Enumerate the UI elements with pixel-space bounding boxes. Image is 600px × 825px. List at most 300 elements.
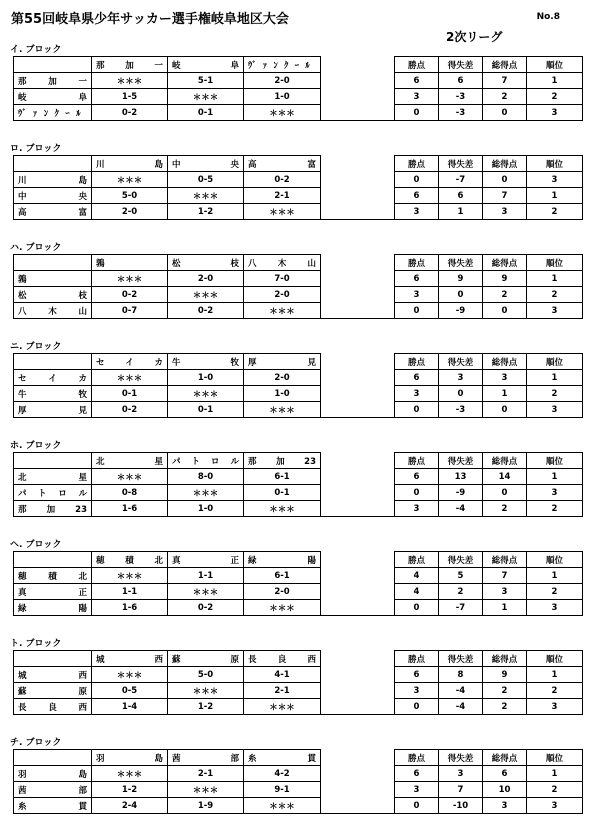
stat-header: 総得点: [483, 156, 527, 172]
match-result: ＊＊＊: [92, 469, 168, 485]
match-result: ＊＊＊: [168, 287, 244, 303]
header-team: 川島: [92, 156, 168, 172]
column-gap: [321, 552, 395, 568]
stat-header: 勝点: [395, 57, 439, 73]
stat-header: 順位: [527, 255, 583, 271]
page-number: No.8: [536, 12, 560, 22]
header-team: パトロル: [168, 453, 244, 469]
column-gap: [321, 73, 395, 89]
match-result: 1-0: [168, 370, 244, 386]
stat-value: 4: [395, 584, 439, 600]
stat-value: 6: [395, 370, 439, 386]
header-team: 高富: [244, 156, 321, 172]
column-gap: [321, 485, 395, 501]
column-gap: [321, 750, 395, 766]
row-team-name: 真正: [14, 584, 92, 600]
stat-value: 1: [527, 469, 583, 485]
match-result: 1-5: [92, 89, 168, 105]
stat-header: 総得点: [483, 750, 527, 766]
match-result: 0-7: [92, 303, 168, 319]
stat-value: 3: [395, 683, 439, 699]
column-gap: [321, 57, 395, 73]
block-name: ホ. ブロック: [10, 441, 62, 451]
header-team: 長良西: [244, 651, 321, 667]
row-team-name: 那加一: [14, 73, 92, 89]
match-result: ＊＊＊: [244, 699, 321, 715]
stat-value: 2: [527, 89, 583, 105]
match-result: 1-6: [92, 600, 168, 616]
stat-header: 総得点: [483, 651, 527, 667]
row-team-name: 糸貫: [14, 798, 92, 814]
stat-header: 総得点: [483, 255, 527, 271]
match-result: 5-0: [168, 667, 244, 683]
header-team: 鶉: [92, 255, 168, 271]
stat-value: 1: [527, 188, 583, 204]
stat-value: 6: [395, 469, 439, 485]
stat-value: 8: [439, 667, 483, 683]
stat-value: 5: [439, 568, 483, 584]
match-result: 5-1: [168, 73, 244, 89]
match-result: 0-1: [92, 386, 168, 402]
column-gap: [321, 402, 395, 418]
match-result: 2-0: [244, 584, 321, 600]
stat-value: 2: [527, 386, 583, 402]
match-result: 1-0: [244, 89, 321, 105]
row-team-name: ｳﾞｧﾝｸｰﾙ: [14, 105, 92, 121]
stat-value: 3: [395, 89, 439, 105]
match-result: 1-1: [92, 584, 168, 600]
table-row: [14, 699, 583, 715]
stat-value: 4: [395, 568, 439, 584]
stat-value: 2: [439, 584, 483, 600]
stat-value: 3: [395, 501, 439, 517]
stat-header: 勝点: [395, 651, 439, 667]
row-team-name: 蘇原: [14, 683, 92, 699]
table-row: [14, 73, 583, 89]
match-result: 0-2: [92, 287, 168, 303]
stat-value: 2: [483, 287, 527, 303]
header-team: 穂積北: [92, 552, 168, 568]
stat-value: -4: [439, 501, 483, 517]
stat-value: 3: [527, 600, 583, 616]
stat-header: 総得点: [483, 57, 527, 73]
header-team: 牛牧: [168, 354, 244, 370]
stat-value: 0: [395, 798, 439, 814]
header-row: [14, 453, 583, 469]
match-result: 0-2: [244, 172, 321, 188]
table-row: [14, 287, 583, 303]
stat-value: 3: [483, 370, 527, 386]
stat-value: 0: [439, 386, 483, 402]
stat-value: 3: [527, 699, 583, 715]
header-team: 羽島: [92, 750, 168, 766]
stat-value: 6: [483, 766, 527, 782]
block-name: イ. ブロック: [10, 45, 62, 55]
table-row: [14, 584, 583, 600]
column-gap: [321, 188, 395, 204]
header-team: 緑陽: [244, 552, 321, 568]
match-result: 2-1: [244, 683, 321, 699]
row-team-name: 高富: [14, 204, 92, 220]
column-gap: [321, 782, 395, 798]
stat-header: 勝点: [395, 552, 439, 568]
column-gap: [321, 453, 395, 469]
stat-value: 2: [483, 89, 527, 105]
standings-table: [13, 452, 583, 517]
stat-value: 6: [439, 73, 483, 89]
stat-value: 0: [395, 172, 439, 188]
column-gap: [321, 683, 395, 699]
match-result: 4-2: [244, 766, 321, 782]
stat-header: 勝点: [395, 453, 439, 469]
row-team-name: 松枝: [14, 287, 92, 303]
column-gap: [321, 584, 395, 600]
table-row: [14, 600, 583, 616]
stat-header: 得失差: [439, 453, 483, 469]
match-result: 1-0: [168, 501, 244, 517]
row-team-name: 岐阜: [14, 89, 92, 105]
column-gap: [321, 600, 395, 616]
row-team-name: 那加23: [14, 501, 92, 517]
table-row: [14, 386, 583, 402]
table-row: [14, 667, 583, 683]
block-name: チ. ブロック: [10, 738, 62, 748]
stat-value: 2: [483, 683, 527, 699]
stat-value: 6: [439, 188, 483, 204]
stat-value: 14: [483, 469, 527, 485]
stat-value: 2: [527, 204, 583, 220]
row-team-name: 羽島: [14, 766, 92, 782]
match-result: ＊＊＊: [244, 798, 321, 814]
header-corner: [14, 552, 92, 568]
stat-header: 得失差: [439, 354, 483, 370]
stat-value: 3: [439, 766, 483, 782]
match-result: ＊＊＊: [168, 584, 244, 600]
match-result: ＊＊＊: [92, 73, 168, 89]
header-team: 糸貫: [244, 750, 321, 766]
table-row: [14, 271, 583, 287]
match-result: 1-2: [92, 782, 168, 798]
stat-value: 9: [483, 667, 527, 683]
standings-table: [13, 353, 583, 418]
stat-value: 3: [439, 370, 483, 386]
match-result: 6-1: [244, 568, 321, 584]
stat-value: 1: [439, 204, 483, 220]
column-gap: [321, 89, 395, 105]
match-result: ＊＊＊: [168, 89, 244, 105]
match-result: 2-0: [92, 204, 168, 220]
match-result: 1-4: [92, 699, 168, 715]
header-row: [14, 255, 583, 271]
stat-value: 3: [483, 584, 527, 600]
match-result: 1-2: [168, 699, 244, 715]
header-row: [14, 156, 583, 172]
row-team-name: 厚見: [14, 402, 92, 418]
row-team-name: 穂積北: [14, 568, 92, 584]
row-team-name: 緑陽: [14, 600, 92, 616]
stat-value: 0: [395, 105, 439, 121]
match-result: 2-1: [168, 766, 244, 782]
header-corner: [14, 651, 92, 667]
standings-table: [13, 749, 583, 814]
stat-value: 7: [483, 568, 527, 584]
table-row: [14, 188, 583, 204]
stat-value: 1: [527, 766, 583, 782]
match-result: 0-2: [168, 303, 244, 319]
table-row: [14, 402, 583, 418]
stat-value: 6: [395, 766, 439, 782]
table-row: [14, 172, 583, 188]
column-gap: [321, 699, 395, 715]
stat-value: 2: [527, 584, 583, 600]
header-corner: [14, 453, 92, 469]
column-gap: [321, 204, 395, 220]
stat-value: 10: [483, 782, 527, 798]
header-team: 松枝: [168, 255, 244, 271]
stat-header: 勝点: [395, 750, 439, 766]
stat-value: 0: [483, 402, 527, 418]
standings-table: [13, 56, 583, 121]
row-team-name: セイカ: [14, 370, 92, 386]
match-result: 2-0: [244, 287, 321, 303]
match-result: 0-2: [92, 105, 168, 121]
table-row: [14, 105, 583, 121]
stat-value: 1: [527, 370, 583, 386]
stat-value: 9: [439, 271, 483, 287]
stat-value: 0: [395, 600, 439, 616]
match-result: ＊＊＊: [244, 303, 321, 319]
block-name: ロ. ブロック: [10, 144, 62, 154]
stat-value: 6: [395, 271, 439, 287]
table-row: [14, 798, 583, 814]
stat-value: -4: [439, 683, 483, 699]
match-result: 9-1: [244, 782, 321, 798]
header-row: [14, 57, 583, 73]
stat-value: 2: [483, 501, 527, 517]
stat-value: 0: [483, 105, 527, 121]
stat-value: -9: [439, 485, 483, 501]
match-result: ＊＊＊: [92, 667, 168, 683]
column-gap: [321, 370, 395, 386]
header-team: セイカ: [92, 354, 168, 370]
stat-header: 得失差: [439, 255, 483, 271]
stat-value: 3: [527, 303, 583, 319]
match-result: 1-0: [244, 386, 321, 402]
column-gap: [321, 651, 395, 667]
row-team-name: 中央: [14, 188, 92, 204]
header-team: 岐阜: [168, 57, 244, 73]
column-gap: [321, 798, 395, 814]
table-row: [14, 303, 583, 319]
header-corner: [14, 354, 92, 370]
stat-value: 0: [395, 699, 439, 715]
stat-value: 0: [483, 303, 527, 319]
match-result: ＊＊＊: [92, 568, 168, 584]
stat-header: 順位: [527, 57, 583, 73]
stat-value: 2: [527, 287, 583, 303]
stat-value: 3: [483, 798, 527, 814]
table-row: [14, 568, 583, 584]
stat-value: 1: [527, 271, 583, 287]
match-result: ＊＊＊: [244, 105, 321, 121]
stat-value: 2: [483, 699, 527, 715]
table-row: [14, 485, 583, 501]
match-result: ＊＊＊: [168, 386, 244, 402]
match-result: 1-6: [92, 501, 168, 517]
stat-value: 6: [395, 667, 439, 683]
table-row: [14, 370, 583, 386]
header-team: 真正: [168, 552, 244, 568]
match-result: 5-0: [92, 188, 168, 204]
header-team: 北星: [92, 453, 168, 469]
match-result: ＊＊＊: [92, 172, 168, 188]
header-corner: [14, 750, 92, 766]
match-result: 0-2: [92, 402, 168, 418]
stat-value: 7: [483, 188, 527, 204]
stat-header: 順位: [527, 552, 583, 568]
stat-value: 13: [439, 469, 483, 485]
standings-table: [13, 155, 583, 220]
stat-value: 0: [395, 485, 439, 501]
stat-value: 3: [395, 782, 439, 798]
column-gap: [321, 172, 395, 188]
column-gap: [321, 469, 395, 485]
match-result: 0-5: [168, 172, 244, 188]
stat-value: 0: [483, 485, 527, 501]
stat-header: 得失差: [439, 57, 483, 73]
header-corner: [14, 57, 92, 73]
stat-header: 総得点: [483, 453, 527, 469]
stat-value: 0: [483, 172, 527, 188]
stat-value: -3: [439, 402, 483, 418]
block-name: ト. ブロック: [10, 639, 62, 649]
stat-value: 2: [527, 683, 583, 699]
match-result: 0-1: [168, 105, 244, 121]
column-gap: [321, 287, 395, 303]
match-result: ＊＊＊: [92, 370, 168, 386]
match-result: 8-0: [168, 469, 244, 485]
table-row: [14, 766, 583, 782]
standings-table: [13, 254, 583, 319]
stat-value: 1: [527, 73, 583, 89]
row-team-name: 川島: [14, 172, 92, 188]
stat-value: 3: [527, 172, 583, 188]
stat-header: 順位: [527, 354, 583, 370]
column-gap: [321, 568, 395, 584]
stat-value: 3: [395, 204, 439, 220]
block-name: ハ. ブロック: [10, 243, 62, 253]
stat-value: 9: [483, 271, 527, 287]
column-gap: [321, 156, 395, 172]
column-gap: [321, 271, 395, 287]
match-result: ＊＊＊: [92, 766, 168, 782]
match-result: ＊＊＊: [244, 501, 321, 517]
stat-header: 勝点: [395, 354, 439, 370]
row-team-name: 茜部: [14, 782, 92, 798]
block-name: ニ. ブロック: [10, 342, 62, 352]
match-result: ＊＊＊: [244, 600, 321, 616]
column-gap: [321, 303, 395, 319]
stat-header: 勝点: [395, 156, 439, 172]
row-team-name: 城西: [14, 667, 92, 683]
standings-table: [13, 650, 583, 715]
match-result: 2-0: [244, 370, 321, 386]
header-row: [14, 651, 583, 667]
match-result: 2-0: [244, 73, 321, 89]
row-team-name: 北星: [14, 469, 92, 485]
stat-value: 2: [527, 782, 583, 798]
column-gap: [321, 386, 395, 402]
stat-value: 1: [527, 667, 583, 683]
stat-value: 3: [527, 105, 583, 121]
header-corner: [14, 255, 92, 271]
match-result: ＊＊＊: [168, 782, 244, 798]
stat-header: 得失差: [439, 750, 483, 766]
stat-value: 1: [527, 568, 583, 584]
match-result: 2-1: [244, 188, 321, 204]
row-team-name: 鶉: [14, 271, 92, 287]
match-result: ＊＊＊: [168, 683, 244, 699]
match-result: 6-1: [244, 469, 321, 485]
header-team: 茜部: [168, 750, 244, 766]
header-team: 城西: [92, 651, 168, 667]
stat-value: 3: [527, 485, 583, 501]
match-result: 2-4: [92, 798, 168, 814]
match-result: 0-2: [168, 600, 244, 616]
block-name: ヘ. ブロック: [10, 540, 62, 550]
stat-value: 0: [395, 402, 439, 418]
row-team-name: 牛牧: [14, 386, 92, 402]
stat-value: 0: [439, 287, 483, 303]
stat-header: 順位: [527, 750, 583, 766]
stat-value: 3: [483, 204, 527, 220]
row-team-name: 長良西: [14, 699, 92, 715]
table-row: [14, 204, 583, 220]
stat-header: 順位: [527, 651, 583, 667]
column-gap: [321, 354, 395, 370]
stat-value: 7: [439, 782, 483, 798]
match-result: ＊＊＊: [244, 402, 321, 418]
match-result: 2-0: [168, 271, 244, 287]
row-team-name: パトロル: [14, 485, 92, 501]
header-team: 厚見: [244, 354, 321, 370]
stat-header: 総得点: [483, 354, 527, 370]
header-corner: [14, 156, 92, 172]
table-row: [14, 782, 583, 798]
header-team: 那加一: [92, 57, 168, 73]
header-row: [14, 750, 583, 766]
column-gap: [321, 501, 395, 517]
match-result: 1-1: [168, 568, 244, 584]
stat-header: 総得点: [483, 552, 527, 568]
stat-value: 1: [483, 600, 527, 616]
stat-value: -4: [439, 699, 483, 715]
header-row: [14, 354, 583, 370]
stat-header: 順位: [527, 156, 583, 172]
match-result: 0-5: [92, 683, 168, 699]
stat-value: 3: [527, 798, 583, 814]
match-result: 0-8: [92, 485, 168, 501]
header-team: 八木山: [244, 255, 321, 271]
match-result: 0-1: [168, 402, 244, 418]
match-result: 7-0: [244, 271, 321, 287]
header-team: 蘇原: [168, 651, 244, 667]
header-team: ｳﾞｧﾝｸｰﾙ: [244, 57, 321, 73]
stat-value: 3: [395, 386, 439, 402]
stat-value: 3: [395, 287, 439, 303]
stat-value: 6: [395, 188, 439, 204]
stat-header: 得失差: [439, 552, 483, 568]
